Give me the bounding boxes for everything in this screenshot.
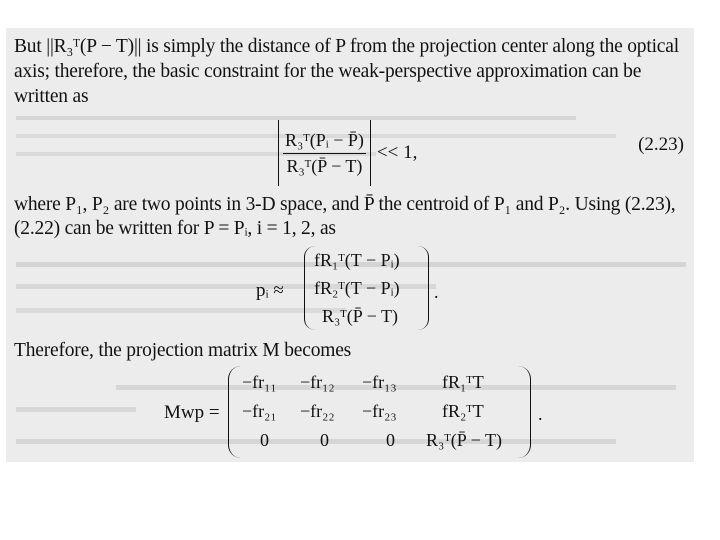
right-paren	[518, 366, 531, 458]
pi-row-1: fR₁ᵀ(T − Pᵢ)	[314, 250, 400, 270]
matrix-cell-r1c4: fR₁ᵀT	[442, 372, 484, 392]
paragraph1-line2: axis; therefore, the basic constraint for the weak-perspective approximation can be	[14, 61, 642, 82]
right-paren	[418, 246, 429, 330]
paragraph2-line2: (2.22) can be written for P = Pᵢ, i = 1, 2, as	[14, 218, 336, 239]
matrix-end: .	[538, 404, 543, 424]
equation-2-23	[278, 118, 417, 188]
pi-row-2: fR₂ᵀ(T − Pᵢ)	[314, 278, 400, 298]
pi-lhs: pᵢ ≈	[256, 280, 284, 301]
matrix-cell-r1c1: −fr₁₁	[242, 372, 277, 392]
matrix-cell-r3c3: 0	[386, 430, 395, 450]
fraction-numerator: R₃ᵀ(Pᵢ − P̄)	[283, 130, 366, 154]
paragraph1-line1: But ||R₃ᵀ(P − T)|| is simply the distance of P from the projection center along the optical	[14, 36, 679, 57]
equation-number: (2.23)	[638, 134, 684, 155]
paragraph1-line3: written as	[14, 86, 89, 107]
equation-relation: << 1,	[376, 142, 418, 163]
paragraph3-line1: Therefore, the projection matrix M becomes	[14, 340, 352, 361]
bleed-through-texture	[16, 383, 686, 453]
matrix-cell-r3c4: R₃ᵀ(P̄ − T)	[426, 430, 502, 450]
matrix-cell-r2c2: −fr₂₂	[300, 401, 335, 421]
scanned-page	[6, 28, 694, 462]
matrix-cell-r2c3: −fr₂₃	[362, 401, 397, 421]
pi-end: .	[434, 282, 439, 302]
paragraph2-line1: where P₁, P₂ are two points in 3-D space, and P̄ the centroid of P₁ and P₂. Using (2.23),	[14, 194, 676, 215]
matrix-cell-r1c3: −fr₁₃	[362, 372, 397, 392]
matrix-cell-r3c1: 0	[260, 430, 269, 450]
matrix-cell-r2c1: −fr₂₁	[242, 401, 277, 421]
matrix-cell-r2c4: fR₂ᵀT	[442, 401, 484, 421]
left-paren	[228, 366, 241, 458]
bleed-through-text	[16, 383, 686, 457]
matrix-lhs: Mwp =	[164, 402, 220, 423]
matrix-cell-r1c2: −fr₁₂	[300, 372, 335, 392]
matrix-cell-r3c2: 0	[320, 430, 329, 450]
pi-row-3: R₃ᵀ(P̄ − T)	[322, 306, 398, 326]
absolute-value-bars	[278, 120, 371, 186]
fraction	[283, 130, 366, 177]
fraction-denominator: R₃ᵀ(P̄ − T)	[286, 155, 363, 176]
